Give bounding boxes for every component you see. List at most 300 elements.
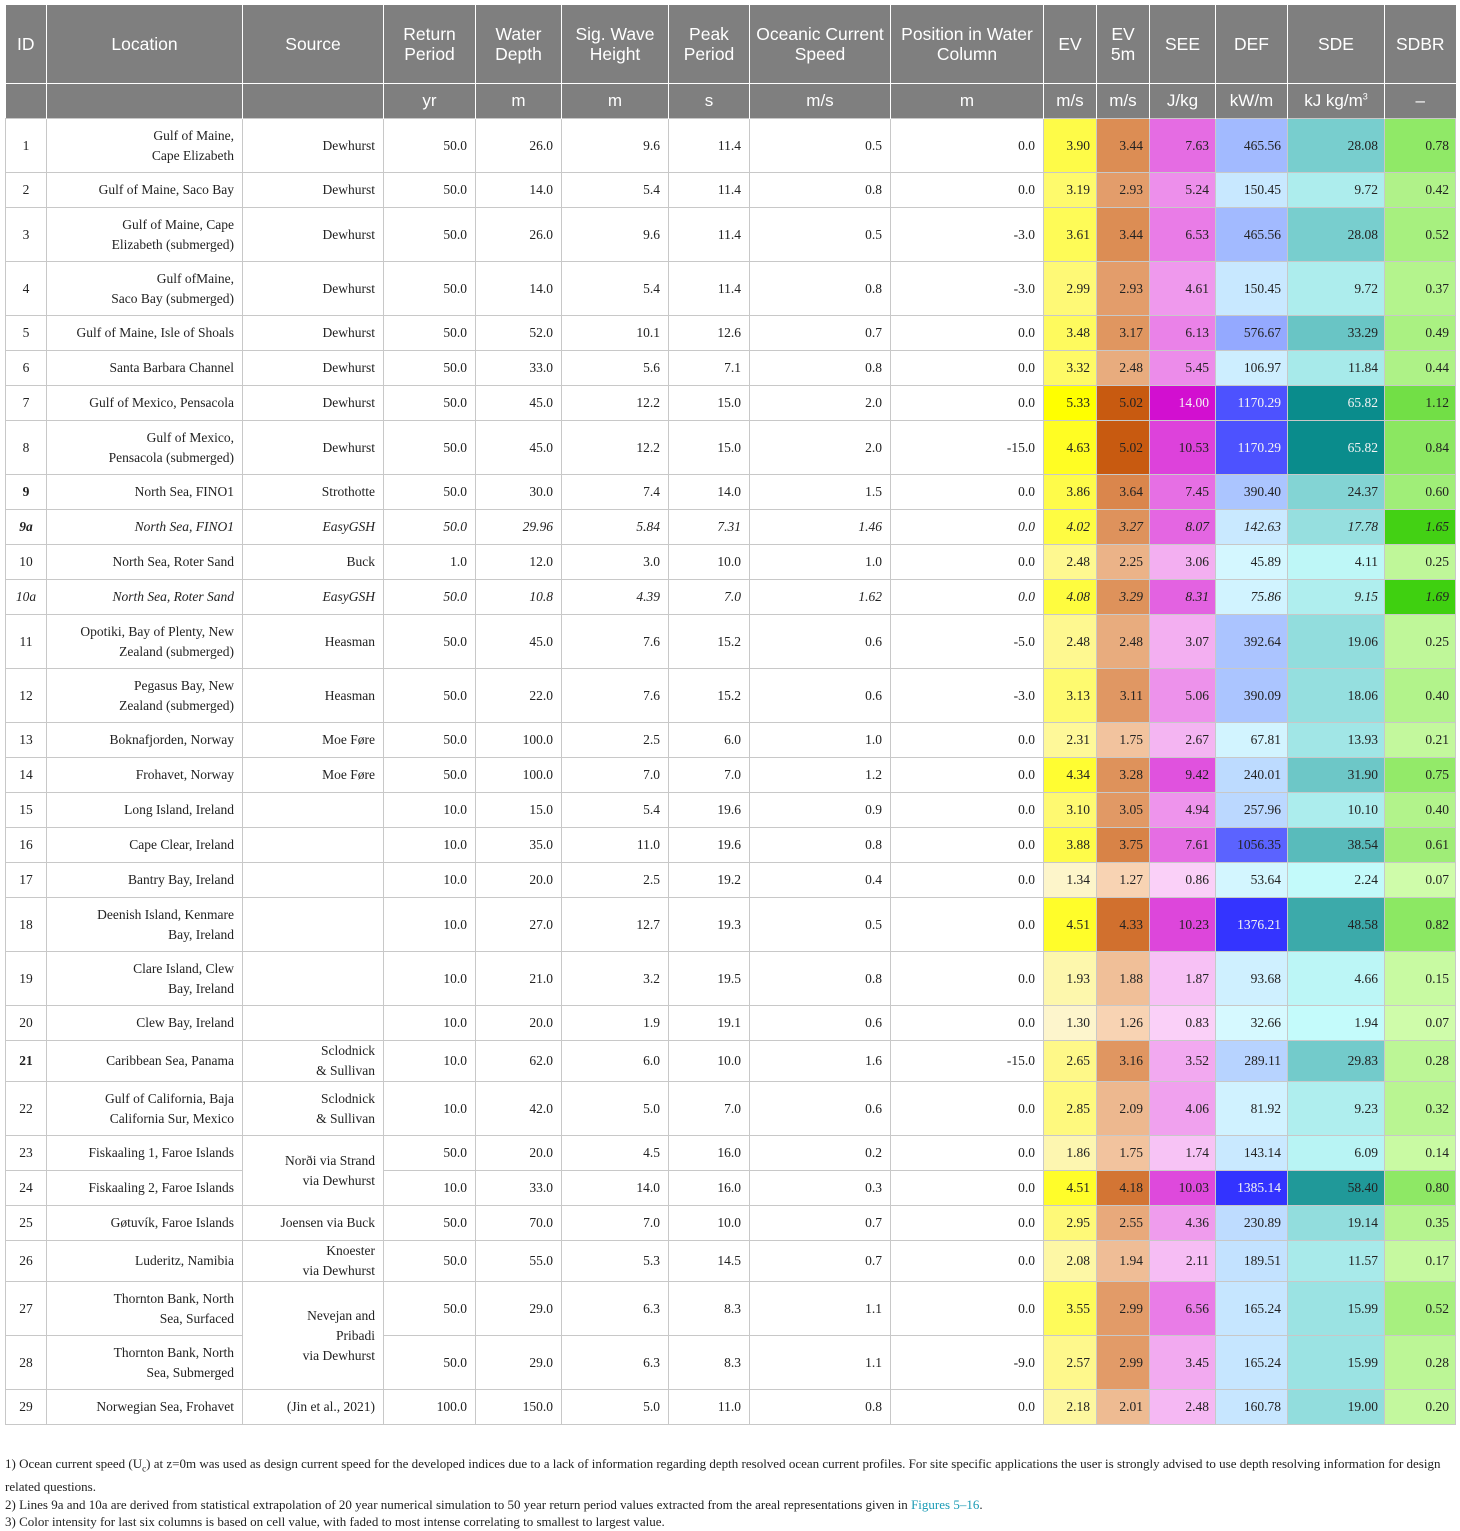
cell-hs: 6.3: [562, 1336, 669, 1390]
cell-sde: 1.94: [1288, 1006, 1385, 1041]
cell-rp: 50.0: [384, 421, 476, 475]
unit-sdbr: –: [1385, 84, 1456, 119]
cell-sdbr: 0.15: [1385, 952, 1456, 1006]
cell-see: 5.06: [1150, 669, 1216, 723]
location-line: Long Island, Ireland: [124, 802, 234, 817]
cell-ev5: 2.48: [1097, 615, 1150, 669]
unit-source: [243, 84, 384, 119]
cell-ev5: 1.26: [1097, 1006, 1150, 1041]
cell-pos: 0.0: [891, 386, 1044, 421]
cell-rp: 50.0: [384, 173, 476, 208]
cell-see: 7.45: [1150, 475, 1216, 510]
cell-tp: 7.31: [669, 510, 750, 545]
table-row: [6, 119, 1456, 173]
cell-hs: 7.6: [562, 669, 669, 723]
cell-see: 9.42: [1150, 758, 1216, 793]
cell-wd: 150.0: [476, 1390, 562, 1425]
cell-see: 7.61: [1150, 828, 1216, 863]
cell-def: 390.40: [1216, 475, 1288, 510]
cell-wd: 29.0: [476, 1336, 562, 1390]
cell-cs: 0.2: [750, 1136, 891, 1171]
cell-id: 16: [6, 828, 47, 863]
cell-tp: 7.0: [669, 758, 750, 793]
cell-id: 14: [6, 758, 47, 793]
cell-pos: 0.0: [891, 173, 1044, 208]
cell-cs: 0.4: [750, 863, 891, 898]
cell-see: 3.52: [1150, 1041, 1216, 1082]
cell-location: [47, 1171, 243, 1206]
cell-id: 9a: [6, 510, 47, 545]
cell-ev5: 1.75: [1097, 1136, 1150, 1171]
table-row: [6, 615, 1456, 669]
source-line: Dewhurst: [322, 182, 375, 197]
cell-cs: 2.0: [750, 386, 891, 421]
source-line: Norði via Strand: [285, 1152, 375, 1168]
cell-source: [243, 208, 384, 262]
cell-id: 23: [6, 1136, 47, 1171]
cell-tp: 10.0: [669, 1041, 750, 1082]
cell-pos: 0.0: [891, 952, 1044, 1006]
cell-tp: 15.0: [669, 386, 750, 421]
cell-ev: 1.93: [1044, 952, 1097, 1006]
unit-id: [6, 84, 47, 119]
cell-rp: 10.0: [384, 793, 476, 828]
cell-pos: -15.0: [891, 421, 1044, 475]
cell-rp: 100.0: [384, 1390, 476, 1425]
cell-rp: 50.0: [384, 1136, 476, 1171]
cell-rp: 50.0: [384, 475, 476, 510]
cell-ev: 1.86: [1044, 1136, 1097, 1171]
table-footnotes: [5, 1455, 1457, 1531]
cell-def: 160.78: [1216, 1390, 1288, 1425]
cell-def: 465.56: [1216, 208, 1288, 262]
cell-tp: 10.0: [669, 545, 750, 580]
cell-sdbr: 0.52: [1385, 208, 1456, 262]
location-line: Luderitz, Namibia: [135, 1253, 234, 1268]
footnote-2-end: .: [979, 1496, 983, 1512]
location-line: North Sea, FINO1: [134, 484, 234, 499]
cell-tp: 11.4: [669, 173, 750, 208]
cell-id: 2: [6, 173, 47, 208]
cell-ev: 3.86: [1044, 475, 1097, 510]
table-row: [6, 1041, 1456, 1082]
cell-tp: 15.0: [669, 421, 750, 475]
table-row: [6, 316, 1456, 351]
cell-pos: -3.0: [891, 669, 1044, 723]
cell-location: [47, 1041, 243, 1082]
source-line: Dewhurst: [322, 226, 375, 242]
cell-cs: 0.3: [750, 1171, 891, 1206]
location-line: Gulf of Maine,: [153, 127, 234, 143]
cell-ev: 3.10: [1044, 793, 1097, 828]
cell-location: [47, 351, 243, 386]
source-line: Nevejan and: [307, 1307, 375, 1323]
header-def: DEF: [1216, 5, 1288, 84]
cell-tp: 19.6: [669, 793, 750, 828]
cell-cs: 1.0: [750, 723, 891, 758]
footnote-1-end: ) at z=0m was used as design current speed for the developed indices due to a lack of information regarding depth resolved ocean current profiles. For site specific applications the user is strongly advised to use depth resolving information for design related questions.: [5, 1456, 1441, 1495]
cell-cs: 1.46: [750, 510, 891, 545]
cell-tp: 19.3: [669, 898, 750, 952]
cell-def: 45.89: [1216, 545, 1288, 580]
cell-id: 18: [6, 898, 47, 952]
cell-def: 143.14: [1216, 1136, 1288, 1171]
cell-wd: 21.0: [476, 952, 562, 1006]
cell-ev: 3.55: [1044, 1282, 1097, 1336]
location-line: Zealand (submerged): [119, 697, 234, 713]
location-line: Gulf of Maine, Isle of Shoals: [76, 325, 234, 340]
source-line: & Sullivan: [316, 1063, 375, 1078]
cell-hs: 2.5: [562, 723, 669, 758]
cell-sde: 28.08: [1288, 208, 1385, 262]
cell-ev: 3.90: [1044, 119, 1097, 173]
cell-sde: 29.83: [1288, 1041, 1385, 1082]
cell-cs: 2.0: [750, 421, 891, 475]
cell-def: 1170.29: [1216, 386, 1288, 421]
cell-ev5: 3.44: [1097, 208, 1150, 262]
cell-hs: 5.0: [562, 1082, 669, 1136]
cell-source: [243, 173, 384, 208]
cell-location: [47, 119, 243, 173]
table-row: [6, 1390, 1456, 1425]
location-line: Boknafjorden, Norway: [109, 732, 234, 747]
cell-id: 21: [6, 1041, 47, 1082]
table-row: [6, 1006, 1456, 1041]
cell-wd: 62.0: [476, 1041, 562, 1082]
cell-pos: -9.0: [891, 1336, 1044, 1390]
location-line: Gulf of Maine, Saco Bay: [98, 182, 234, 197]
cell-tp: 19.6: [669, 828, 750, 863]
cell-def: 75.86: [1216, 580, 1288, 615]
table-row: [6, 898, 1456, 952]
cell-see: 4.36: [1150, 1206, 1216, 1241]
cell-pos: 0.0: [891, 119, 1044, 173]
cell-wd: 33.0: [476, 351, 562, 386]
cell-id: 24: [6, 1171, 47, 1206]
source-line: Joensen via Buck: [280, 1215, 375, 1230]
cell-ev5: 3.16: [1097, 1041, 1150, 1082]
cell-location: [47, 1282, 243, 1336]
location-line: North Sea, Roter Sand: [112, 554, 234, 569]
cell-def: 142.63: [1216, 510, 1288, 545]
source-line: Moe Føre: [322, 732, 375, 747]
source-line: EasyGSH: [322, 589, 375, 604]
cell-wd: 45.0: [476, 386, 562, 421]
cell-id: 4: [6, 262, 47, 316]
cell-see: 2.11: [1150, 1241, 1216, 1282]
cell-wd: 29.0: [476, 1282, 562, 1336]
cell-see: 2.67: [1150, 723, 1216, 758]
cell-ev5: 1.94: [1097, 1241, 1150, 1282]
cell-cs: 0.6: [750, 1006, 891, 1041]
cell-ev5: 5.02: [1097, 421, 1150, 475]
cell-wd: 100.0: [476, 758, 562, 793]
unit-sde: [1288, 84, 1385, 119]
cell-see: 1.87: [1150, 952, 1216, 1006]
location-line: Gulf of California, Baja: [105, 1090, 234, 1106]
cell-hs: 5.4: [562, 793, 669, 828]
cell-cs: 1.6: [750, 1041, 891, 1082]
cell-pos: 0.0: [891, 1241, 1044, 1282]
cell-cs: 0.8: [750, 828, 891, 863]
cell-id: 12: [6, 669, 47, 723]
cell-see: 8.31: [1150, 580, 1216, 615]
cell-location: [47, 863, 243, 898]
table-row: [6, 173, 1456, 208]
cell-source: [243, 669, 384, 723]
cell-def: 53.64: [1216, 863, 1288, 898]
cell-tp: 19.1: [669, 1006, 750, 1041]
cell-ev: 4.34: [1044, 758, 1097, 793]
cell-cs: 1.62: [750, 580, 891, 615]
source-line: Pribadi: [336, 1327, 375, 1343]
cell-rp: 50.0: [384, 119, 476, 173]
cell-ev: 2.95: [1044, 1206, 1097, 1241]
cell-ev5: 2.99: [1097, 1336, 1150, 1390]
cell-id: 17: [6, 863, 47, 898]
cell-see: 1.74: [1150, 1136, 1216, 1171]
source-line: via Dewhurst: [302, 1172, 375, 1188]
cell-sde: 4.66: [1288, 952, 1385, 1006]
cell-ev5: 2.55: [1097, 1206, 1150, 1241]
table-row: [6, 793, 1456, 828]
cell-id: 15: [6, 793, 47, 828]
cell-ev5: 2.93: [1097, 173, 1150, 208]
location-line: Caribbean Sea, Panama: [106, 1053, 234, 1068]
cell-location: [47, 1206, 243, 1241]
cell-wd: 15.0: [476, 793, 562, 828]
cell-hs: 14.0: [562, 1171, 669, 1206]
location-line: Deenish Island, Kenmare: [97, 906, 234, 922]
cell-def: 1056.35: [1216, 828, 1288, 863]
cell-rp: 10.0: [384, 828, 476, 863]
cell-tp: 16.0: [669, 1171, 750, 1206]
cell-sde: 9.23: [1288, 1082, 1385, 1136]
cell-wd: 45.0: [476, 615, 562, 669]
cell-sde: 19.00: [1288, 1390, 1385, 1425]
cell-location: [47, 1241, 243, 1282]
cell-tp: 10.0: [669, 1206, 750, 1241]
table-row: [6, 262, 1456, 316]
cell-def: 240.01: [1216, 758, 1288, 793]
cell-pos: 0.0: [891, 1206, 1044, 1241]
cell-id: 29: [6, 1390, 47, 1425]
cell-location: [47, 580, 243, 615]
location-line: Bay, Ireland: [168, 980, 234, 996]
cell-location: [47, 828, 243, 863]
source-line: Moe Føre: [322, 767, 375, 782]
cell-sde: 15.99: [1288, 1336, 1385, 1390]
cell-see: 4.61: [1150, 262, 1216, 316]
source-line: EasyGSH: [322, 519, 375, 534]
cell-location: [47, 316, 243, 351]
location-line: Elizabeth (submerged): [111, 236, 234, 252]
cell-sdbr: 1.12: [1385, 386, 1456, 421]
cell-location: [47, 952, 243, 1006]
cell-location: [47, 669, 243, 723]
cell-rp: 10.0: [384, 1041, 476, 1082]
table-row: [6, 421, 1456, 475]
cell-wd: 10.8: [476, 580, 562, 615]
cell-ev: 2.65: [1044, 1041, 1097, 1082]
cell-id: 11: [6, 615, 47, 669]
cell-hs: 5.84: [562, 510, 669, 545]
cell-def: 465.56: [1216, 119, 1288, 173]
cell-def: 93.68: [1216, 952, 1288, 1006]
cell-sdbr: 0.37: [1385, 262, 1456, 316]
cell-tp: 7.1: [669, 351, 750, 386]
cell-id: 19: [6, 952, 47, 1006]
cell-location: [47, 262, 243, 316]
cell-ev: 4.51: [1044, 898, 1097, 952]
cell-cs: 0.6: [750, 669, 891, 723]
source-line: Knoester: [326, 1243, 375, 1258]
cell-wd: 27.0: [476, 898, 562, 952]
cell-hs: 6.3: [562, 1282, 669, 1336]
cell-hs: 5.0: [562, 1390, 669, 1425]
cell-ev5: 3.64: [1097, 475, 1150, 510]
location-line: Gulf ofMaine,: [156, 270, 234, 286]
units-row: [6, 84, 1456, 119]
table-row: [6, 1171, 1456, 1206]
source-line: Sclodnick: [321, 1043, 375, 1058]
cell-wd: 42.0: [476, 1082, 562, 1136]
cell-id: 13: [6, 723, 47, 758]
cell-id: 1: [6, 119, 47, 173]
cell-sdbr: 0.40: [1385, 793, 1456, 828]
unit-ev5: m/s: [1097, 84, 1150, 119]
cell-hs: 5.6: [562, 351, 669, 386]
table-row: [6, 545, 1456, 580]
cell-id: 10a: [6, 580, 47, 615]
cell-hs: 1.9: [562, 1006, 669, 1041]
cell-sde: 9.15: [1288, 580, 1385, 615]
cell-tp: 19.5: [669, 952, 750, 1006]
cell-ev5: 2.93: [1097, 262, 1150, 316]
source-line: Heasman: [324, 687, 375, 703]
cell-rp: 50.0: [384, 723, 476, 758]
cell-tp: 7.0: [669, 1082, 750, 1136]
cell-sde: 28.08: [1288, 119, 1385, 173]
location-line: Cape Clear, Ireland: [129, 837, 234, 852]
header-position: Position in Water Column: [891, 5, 1044, 84]
cell-sdbr: 0.35: [1385, 1206, 1456, 1241]
location-line: Fiskaaling 1, Faroe Islands: [88, 1145, 234, 1160]
footnote-2-start: 2) Lines 9a and 10a are derived from statistical extrapolation of 20 year numerical simulation to 50 year return period values extracted from the areal representations given in: [5, 1496, 912, 1512]
cell-rp: 10.0: [384, 1006, 476, 1041]
cell-id: 9: [6, 475, 47, 510]
cell-cs: 0.5: [750, 208, 891, 262]
figures-link[interactable]: Figures 5–16: [911, 1496, 980, 1512]
cell-see: 3.45: [1150, 1336, 1216, 1390]
cell-hs: 7.6: [562, 615, 669, 669]
cell-ev5: 5.02: [1097, 386, 1150, 421]
cell-ev5: 3.44: [1097, 119, 1150, 173]
cell-hs: 4.5: [562, 1136, 669, 1171]
cell-source: [243, 793, 384, 828]
unit-water-depth: m: [476, 84, 562, 119]
cell-sdbr: 0.42: [1385, 173, 1456, 208]
location-line: Clew Bay, Ireland: [136, 1015, 234, 1030]
cell-ev5: 3.11: [1097, 669, 1150, 723]
source-line: Dewhurst: [322, 395, 375, 410]
cell-cs: 0.8: [750, 262, 891, 316]
cell-ev: 2.31: [1044, 723, 1097, 758]
cell-location: [47, 1390, 243, 1425]
cell-rp: 50.0: [384, 1206, 476, 1241]
cell-sde: 10.10: [1288, 793, 1385, 828]
cell-ev5: 2.25: [1097, 545, 1150, 580]
cell-pos: 0.0: [891, 1282, 1044, 1336]
location-line: Frohavet, Norway: [135, 767, 234, 782]
location-line: Gulf of Mexico,: [146, 429, 234, 445]
cell-pos: 0.0: [891, 580, 1044, 615]
table-row: [6, 1136, 1456, 1171]
footnote-2: [5, 1496, 1457, 1514]
cell-id: 28: [6, 1336, 47, 1390]
cell-def: 106.97: [1216, 351, 1288, 386]
cell-pos: 0.0: [891, 793, 1044, 828]
header-peak-period: Peak Period: [669, 5, 750, 84]
cell-def: 257.96: [1216, 793, 1288, 828]
cell-wd: 14.0: [476, 173, 562, 208]
cell-hs: 12.2: [562, 421, 669, 475]
cell-source: [243, 262, 384, 316]
cell-cs: 0.5: [750, 898, 891, 952]
cell-sdbr: 0.52: [1385, 1282, 1456, 1336]
cell-see: 5.24: [1150, 173, 1216, 208]
cell-see: 5.45: [1150, 351, 1216, 386]
footnote-1-start: 1) Ocean current speed (U: [5, 1456, 143, 1471]
location-line: Gulf of Mexico, Pensacola: [89, 395, 234, 410]
cell-rp: 50.0: [384, 1336, 476, 1390]
location-line: Opotiki, Bay of Plenty, New: [80, 623, 234, 639]
cell-source: [243, 119, 384, 173]
cell-location: [47, 510, 243, 545]
cell-ev: 2.08: [1044, 1241, 1097, 1282]
cell-ev5: 2.01: [1097, 1390, 1150, 1425]
table-row: [6, 386, 1456, 421]
cell-def: 392.64: [1216, 615, 1288, 669]
cell-ev: 4.02: [1044, 510, 1097, 545]
location-line: Thornton Bank, North: [113, 1290, 234, 1306]
table-row: [6, 1206, 1456, 1241]
cell-pos: 0.0: [891, 828, 1044, 863]
cell-pos: 0.0: [891, 475, 1044, 510]
cell-sde: 9.72: [1288, 173, 1385, 208]
cell-rp: 10.0: [384, 1082, 476, 1136]
cell-sdbr: 0.75: [1385, 758, 1456, 793]
cell-sdbr: 0.44: [1385, 351, 1456, 386]
location-line: Gulf of Maine, Cape: [122, 216, 234, 232]
cell-id: 6: [6, 351, 47, 386]
cell-hs: 11.0: [562, 828, 669, 863]
header-id: ID: [6, 5, 47, 84]
cell-id: 8: [6, 421, 47, 475]
cell-ev5: 1.27: [1097, 863, 1150, 898]
unit-location: [47, 84, 243, 119]
location-line: Clare Island, Clew: [133, 960, 234, 976]
cell-see: 14.00: [1150, 386, 1216, 421]
unit-position: m: [891, 84, 1044, 119]
cell-pos: 0.0: [891, 1171, 1044, 1206]
cell-sdbr: 0.28: [1385, 1041, 1456, 1082]
cell-wd: 100.0: [476, 723, 562, 758]
source-line: Heasman: [324, 633, 375, 649]
cell-see: 3.07: [1150, 615, 1216, 669]
cell-location: [47, 1006, 243, 1041]
cell-sdbr: 0.21: [1385, 723, 1456, 758]
